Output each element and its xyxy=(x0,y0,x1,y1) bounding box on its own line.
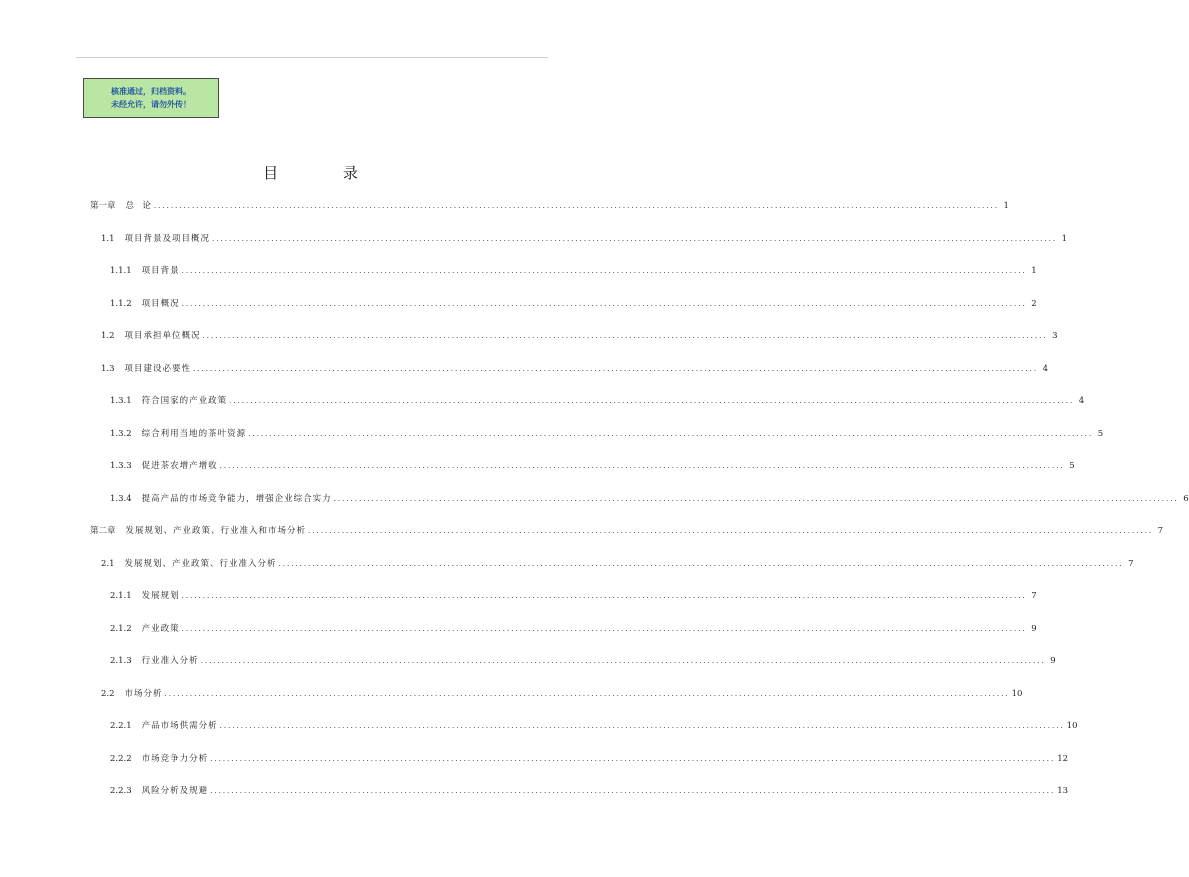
toc-dot-leader: ........................................................................................................................................................................................................ xyxy=(181,299,1027,308)
toc-entry[interactable] xyxy=(101,555,1134,569)
toc-entry-number: 2.2.2 xyxy=(110,753,132,764)
toc-dot-leader: ........................................................................................................................................................................................................ xyxy=(278,559,1124,568)
toc-entry-title: 提高产品的市场竞争能力，增强企业综合实力 xyxy=(141,493,332,504)
toc-dot-leader: ........................................................................................................................................................................................................ xyxy=(181,592,1027,600)
toc-entry-page: 7 xyxy=(1157,526,1164,536)
toc-entry-number: 2.2.1 xyxy=(110,721,132,731)
toc-entry[interactable] xyxy=(110,262,1037,276)
toc-entry-title: 项目承担单位概况 xyxy=(124,331,201,341)
toc-entry-page: 9 xyxy=(1031,623,1037,634)
toc-entry-number: 1.2 xyxy=(101,331,115,341)
toc-entry[interactable] xyxy=(101,360,1049,374)
toc-entry-number: 2.2.3 xyxy=(110,786,132,796)
toc-dot-leader: ........................................................................................................................................................................................................ xyxy=(164,689,1010,698)
toc-entry-title: 风险分析及规避 xyxy=(141,786,209,796)
toc-dot-leader: ........................................................................................................................................................................................................ xyxy=(181,624,1027,633)
toc-entry-title: 符合国家的产业政策 xyxy=(141,396,228,406)
toc-dot-leader: ........................................................................................................................................................................................................ xyxy=(200,657,1046,665)
toc-entry-number: 第二章 xyxy=(90,526,116,536)
toc-entry-title: 发展规划、产业政策、行业准入分析 xyxy=(124,558,277,569)
toc-entry[interactable] xyxy=(110,457,1075,471)
toc-entry-page: 3 xyxy=(1052,331,1058,341)
toc-dot-leader: ........................................................................................................................................................................................................ xyxy=(219,722,1065,730)
toc-entry-title: 行业准入分析 xyxy=(141,656,199,666)
toc-entry-number: 1.3.1 xyxy=(110,396,132,406)
toc-entry-page: 10 xyxy=(1066,721,1078,731)
toc-entry[interactable] xyxy=(110,652,1056,666)
toc-entry[interactable] xyxy=(110,295,1037,309)
toc-dot-leader: ........................................................................................................................................................................................................ xyxy=(229,397,1075,405)
toc-entry-number: 1.3.4 xyxy=(110,493,132,504)
toc-entry-number: 2.1.2 xyxy=(110,623,132,634)
toc-entry-title: 总 论 xyxy=(125,201,152,211)
toc-entry-number: 1.1.1 xyxy=(110,266,132,276)
toc-entry[interactable] xyxy=(101,230,1068,244)
toc-entry-page: 5 xyxy=(1069,461,1075,471)
toc-dot-leader: ........................................................................................................................................................................................................ xyxy=(308,527,1154,535)
toc-entry[interactable] xyxy=(101,685,1023,699)
toc-dot-leader: ........................................................................................................................................................................................................ xyxy=(210,754,1056,763)
toc-entry-number: 1.1 xyxy=(101,233,115,244)
toc-entry-title: 项目概况 xyxy=(141,298,180,309)
toc-entry[interactable] xyxy=(110,620,1037,634)
toc-dot-leader: ........................................................................................................................................................................................................ xyxy=(333,494,1179,503)
toc-entry[interactable] xyxy=(110,425,1104,439)
toc-entry-title: 项目背景及项目概况 xyxy=(124,233,211,244)
toc-entry-page: 7 xyxy=(1031,591,1037,601)
toc-entry-title: 产品市场供需分析 xyxy=(141,721,218,731)
toc-entry-page: 5 xyxy=(1097,428,1104,439)
stamp-line-1: 核准通过，归档资料。 xyxy=(111,87,191,96)
toc-entry-page: 4 xyxy=(1078,396,1085,406)
toc-dot-leader: ........................................................................................................................................................................................................ xyxy=(181,267,1027,275)
toc-entry[interactable] xyxy=(101,327,1058,341)
toc-entry-number: 2.2 xyxy=(101,688,115,699)
toc-entry-number: 1.3 xyxy=(101,363,115,374)
toc-entry[interactable] xyxy=(90,197,1009,211)
toc-entry-title: 市场分析 xyxy=(124,688,163,699)
stamp-line-2: 未经允许，请勿外传！ xyxy=(111,100,191,109)
toc-entry-page: 1 xyxy=(1031,266,1037,276)
toc-entry[interactable] xyxy=(110,717,1078,731)
toc-entry-number: 1.3.3 xyxy=(110,461,132,471)
toc-entry-number: 2.1.1 xyxy=(110,591,132,601)
toc-entry-title: 项目背景 xyxy=(141,266,180,276)
toc-entry-title: 发展规划、产业政策、行业准入和市场分析 xyxy=(125,526,307,536)
archive-stamp xyxy=(83,78,219,118)
toc-entry[interactable] xyxy=(110,750,1069,764)
toc-entry-page: 1 xyxy=(1003,201,1009,211)
toc-entry-page: 13 xyxy=(1057,786,1069,796)
toc-dot-leader: ........................................................................................................................................................................................................ xyxy=(248,429,1094,438)
toc-entry-page: 2 xyxy=(1031,298,1037,309)
toc-title: 目 录 xyxy=(263,164,388,182)
toc-dot-leader: ........................................................................................................................................................................................................ xyxy=(212,234,1058,243)
toc-entry-page: 6 xyxy=(1183,493,1189,504)
toc-entry-page: 1 xyxy=(1061,233,1068,244)
toc-entry-page: 12 xyxy=(1057,753,1069,764)
toc-entry-title: 促进茶农增产增收 xyxy=(141,461,218,471)
toc-dot-leader: ........................................................................................................................................................................................................ xyxy=(219,462,1065,470)
toc-dot-leader: ........................................................................................................................................................................................................ xyxy=(202,332,1048,340)
toc-entry-number: 1.1.2 xyxy=(110,298,132,309)
toc-entry-title: 项目建设必要性 xyxy=(124,363,192,374)
toc-entry[interactable] xyxy=(90,522,1164,536)
toc-entry-page: 4 xyxy=(1042,363,1049,374)
toc-entry-title: 发展规划 xyxy=(141,591,180,601)
toc-entry-title: 市场竞争力分析 xyxy=(141,753,209,764)
header-rule xyxy=(76,57,548,58)
toc-entry[interactable] xyxy=(110,782,1069,796)
toc-entry[interactable] xyxy=(110,587,1037,601)
toc-entry[interactable] xyxy=(110,490,1189,504)
toc-entry-number: 2.1 xyxy=(101,558,115,569)
toc-entry-title: 综合利用当地的茶叶资源 xyxy=(141,428,247,439)
toc-entry-title: 产业政策 xyxy=(141,623,180,634)
toc-entry-number: 2.1.3 xyxy=(110,656,132,666)
toc-entry-page: 9 xyxy=(1050,656,1056,666)
toc-dot-leader: ........................................................................................................................................................................................................ xyxy=(193,364,1039,373)
toc-dot-leader: ........................................................................................................................................................................................................ xyxy=(153,202,999,210)
toc-entry[interactable] xyxy=(110,392,1085,406)
toc-entry-page: 7 xyxy=(1128,558,1134,569)
toc-entry-page: 10 xyxy=(1011,688,1023,699)
toc-entry-number: 第一章 xyxy=(90,201,116,211)
toc-entry-number: 1.3.2 xyxy=(110,428,132,439)
toc-dot-leader: ........................................................................................................................................................................................................ xyxy=(210,787,1056,795)
